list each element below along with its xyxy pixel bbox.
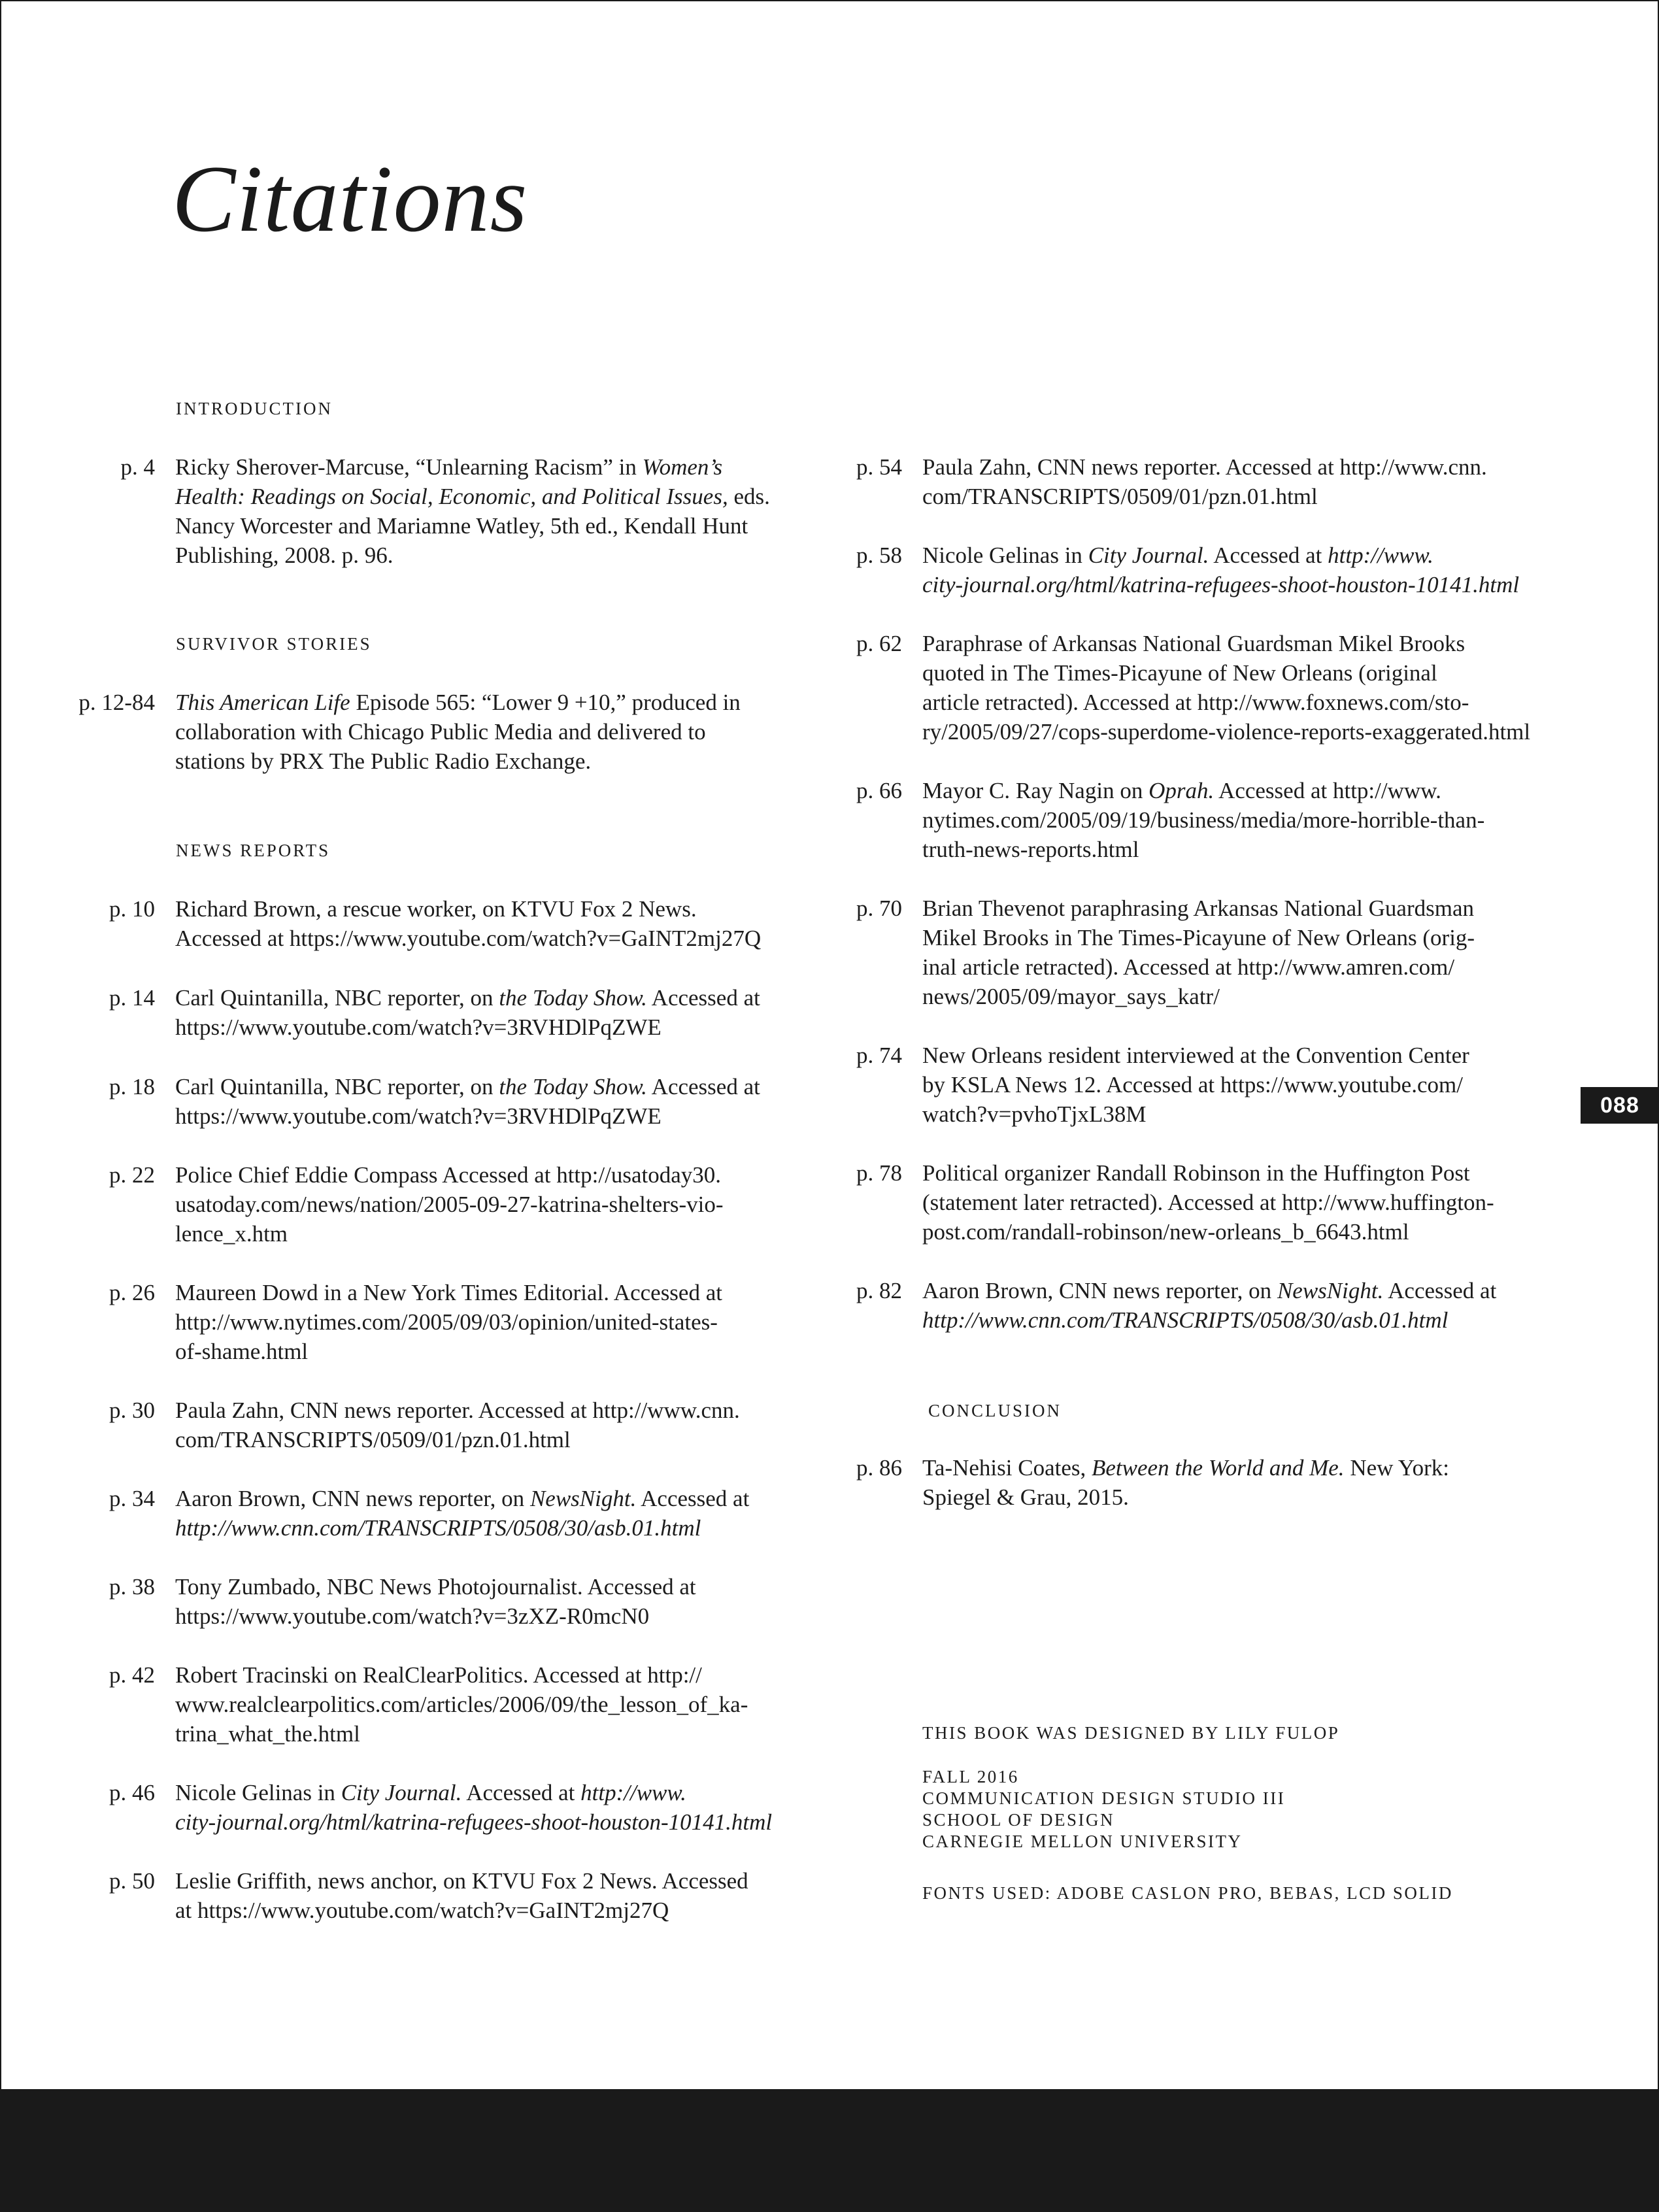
page-number-tab: 088 (1581, 1087, 1659, 1124)
citation-entry (856, 541, 1576, 599)
citation-text (922, 541, 1576, 599)
citation-entry (109, 1160, 816, 1248)
citation-url-italic: http://www.cnn.com/TRANSCRIPTS/0508/30/asb.01.html (175, 1515, 701, 1541)
citation-text: Police Chief Eddie Compass Accessed at http://usatoday30. usatoday.com/news/nation/2005-09-27-katrina-shelters-vio- lence_x.htm (175, 1162, 724, 1247)
citation-text-part: Mayor C. Ray Nagin on (922, 778, 1149, 803)
citation-text (922, 776, 1576, 864)
citation-title-italic: This American Life (175, 690, 350, 715)
citation-text: Brian Thevenot paraphrasing Arkansas National Guardsman Mikel Brooks in The Times-Picayune of New Orleans (orig- inal article retracted). Accessed at http://www.amren.com/ news/2005/09/mayor_says_katr/ (922, 896, 1475, 1009)
citation-text-part: Nicole Gelinas in (175, 1780, 341, 1805)
citation-page: p. 58 (856, 543, 902, 568)
citation-page: p. 74 (856, 1043, 902, 1068)
section-heading-news-reports: NEWS REPORTS (176, 841, 331, 860)
citation-text-part: Accessed at (1209, 543, 1328, 568)
citation-page: p. 12-84 (78, 690, 155, 715)
citation-text-part: Aaron Brown, CNN news reporter, on (922, 1278, 1277, 1303)
citation-text: Political organizer Randall Robinson in the Huffington Post (statement later retracted). Accessed at http://www.huffington- post.com/randall-robinson/new-orleans_b_6643.html (922, 1160, 1494, 1245)
citation-text-part: Accessed at https://www.youtube.com/watch?v=3RVHDlPqZWE (175, 985, 760, 1040)
citation-text (175, 983, 816, 1042)
citation-entry (109, 1278, 816, 1366)
citation-entry (120, 452, 816, 570)
colophon (922, 1722, 1511, 1904)
citation-url-italic: http://www. city-journal.org/html/katrina-refugees-shoot-houston-10141.html (175, 1780, 773, 1835)
citation-page: p. 18 (109, 1074, 155, 1099)
citation-text (175, 1072, 816, 1131)
citation-text: Tony Zumbado, NBC News Photojournalist. Accessed at https://www.youtube.com/watch?v=3zXZ-R0mcN0 (175, 1574, 696, 1629)
citation-title-italic: Between the World and Me. (1092, 1455, 1345, 1481)
citation-text: Maureen Dowd in a New York Times Editorial. Accessed at http://www.nytimes.com/2005/09/03/opinion/united-states- of-shame.html (175, 1280, 722, 1364)
citation-page: p. 86 (856, 1455, 902, 1481)
citation-entry (109, 1866, 816, 1925)
citation-text-part: eds. Nancy Worcester and Mariamne Watley, 5th ed., Kendall Hunt Publishing, 2008. p. 96. (175, 484, 770, 568)
citation-page: p. 82 (856, 1278, 902, 1303)
citation-entry (856, 894, 1576, 1011)
section-heading-introduction: INTRODUCTION (176, 399, 333, 418)
colophon-term: FALL 2016 (922, 1767, 1019, 1786)
citation-text-part: Ricky Sherover-Marcuse, “Unlearning Racism” in (175, 454, 643, 480)
citation-entry (856, 629, 1576, 746)
citation-entry (856, 452, 1576, 511)
citation-title-italic: City Journal. (1088, 543, 1209, 568)
citation-title-italic: City Journal. (341, 1780, 462, 1805)
citation-page: p. 38 (109, 1574, 155, 1600)
citation-text: Leslie Griffith, news anchor, on KTVU Fox 2 News. Accessed at https://www.youtube.com/watch?v=GaINT2mj27Q (175, 1868, 748, 1923)
citation-page: p. 42 (109, 1662, 155, 1688)
citation-page: p. 50 (109, 1868, 155, 1894)
colophon-fonts: FONTS USED: ADOBE CASLON PRO, BEBAS, LCD SOLID (922, 1883, 1453, 1903)
citation-page: p. 78 (856, 1160, 902, 1186)
citation-text: Richard Brown, a rescue worker, on KTVU Fox 2 News. Accessed at https://www.youtube.com/watch?v=GaINT2mj27Q (175, 896, 762, 951)
citation-entry (78, 688, 816, 776)
citation-text: New Orleans resident interviewed at the Convention Center by KSLA News 12. Accessed at https://www.youtube.com/ watch?v=pvhoTjxL38M (922, 1043, 1469, 1127)
citation-text (175, 1778, 816, 1837)
citation-text (175, 1484, 816, 1543)
citation-page: p. 46 (109, 1780, 155, 1805)
citation-entry (109, 894, 816, 953)
citation-text-part: Episode 565: “Lower 9 +10,” produced in collaboration with Chicago Public Media and delivered to stations by PRX The Public Radio Exchange. (175, 690, 741, 774)
citation-text (175, 452, 816, 570)
citation-text (922, 1453, 1576, 1512)
citation-page: p. 62 (856, 631, 902, 656)
citation-entry (109, 983, 816, 1042)
citation-text-part: Accessed at (1388, 1278, 1497, 1303)
citation-text-part: Accessed at https://www.youtube.com/watch?v=3RVHDlPqZWE (175, 1074, 760, 1129)
citation-url-italic: http://www. city-journal.org/html/katrina-refugees-shoot-houston-10141.html (922, 543, 1520, 597)
citation-title-italic: NewsNight. (1277, 1278, 1384, 1303)
citation-page: p. 26 (109, 1280, 155, 1305)
citation-text-part: Accessed at (641, 1486, 750, 1511)
citation-text-part: Carl Quintanilla, NBC reporter, on (175, 1074, 499, 1099)
citation-text-part: New York: Spiegel & Grau, 2015. (922, 1455, 1450, 1510)
citation-entry (856, 1158, 1576, 1247)
citation-title-italic: NewsNight. (529, 1486, 637, 1511)
colophon-course: COMMUNICATION DESIGN STUDIO III (922, 1788, 1286, 1808)
citation-text: Paraphrase of Arkansas National Guardsman Mikel Brooks quoted in The Times-Picayune of New Orleans (original article retracted). Accessed at http://www.foxnews.com/sto- ry/2005/09/27/cops-superdome-violence-reports-exaggerated.html (922, 631, 1531, 745)
colophon-school: SCHOOL OF DESIGN (922, 1810, 1115, 1830)
colophon-designer: THIS BOOK WAS DESIGNED BY LILY FULOP (922, 1723, 1340, 1743)
section-heading-conclusion: CONCLUSION (928, 1401, 1062, 1420)
citation-entry (109, 1778, 816, 1837)
citation-page: p. 4 (120, 454, 155, 480)
citation-entry (109, 1572, 816, 1631)
citation-page: p. 66 (856, 778, 902, 803)
colophon-university: CARNEGIE MELLON UNIVERSITY (922, 1832, 1243, 1851)
citation-page: p. 70 (856, 896, 902, 921)
citation-entry (856, 1453, 1576, 1512)
citation-text-part: Nicole Gelinas in (922, 543, 1088, 568)
citation-entry (109, 1660, 816, 1749)
citation-page: p. 10 (109, 896, 155, 922)
citation-text-part: Aaron Brown, CNN news reporter, on (175, 1486, 530, 1511)
citation-text: Robert Tracinski on RealClearPolitics. Accessed at http:// www.realclearpolitics.com/articles/2006/09/the_lesson_of_ka- trina_what_the.html (175, 1662, 748, 1747)
citation-title-italic: the Today Show. (499, 1074, 647, 1099)
citation-title-italic: the Today Show. (499, 985, 647, 1011)
citation-page: p. 54 (856, 454, 902, 480)
citation-url-italic: http://www.cnn.com/TRANSCRIPTS/0508/30/asb.01.html (922, 1307, 1449, 1333)
page-title: Citations (172, 146, 528, 252)
citation-page: p. 14 (109, 985, 155, 1011)
citation-text-part: Carl Quintanilla, NBC reporter, on (175, 985, 499, 1011)
citation-text: Paula Zahn, CNN news reporter. Accessed at http://www.cnn. com/TRANSCRIPTS/0509/01/pzn.01.html (175, 1398, 740, 1452)
bottom-band (0, 2089, 1659, 2212)
citation-entry (109, 1396, 816, 1454)
citation-entry (109, 1072, 816, 1131)
citation-entry (856, 1276, 1576, 1335)
citation-page: p. 34 (109, 1486, 155, 1511)
citation-text: Paula Zahn, CNN news reporter. Accessed at http://www.cnn. com/TRANSCRIPTS/0509/01/pzn.01.html (922, 454, 1487, 509)
citation-text-part: Accessed at http://www. nytimes.com/2005/09/19/business/media/more-horrible-than- truth-news-reports.html (922, 778, 1485, 862)
citation-page: p. 22 (109, 1162, 155, 1188)
citation-title-italic: Oprah. (1148, 778, 1215, 803)
citation-text-part: Accessed at (461, 1780, 581, 1805)
citation-title-italic: Women’s Health: Readings on Social, Economic, and Political Issues, (175, 454, 728, 509)
citation-entry (856, 776, 1576, 864)
citation-entry (109, 1484, 816, 1543)
section-heading-survivor-stories: SURVIVOR STORIES (176, 634, 372, 654)
citation-page: p. 30 (109, 1398, 155, 1423)
citation-entry (856, 1041, 1576, 1129)
citation-text (175, 688, 816, 776)
citation-text (922, 1276, 1576, 1335)
citation-text-part: Ta-Nehisi Coates, (922, 1455, 1092, 1481)
